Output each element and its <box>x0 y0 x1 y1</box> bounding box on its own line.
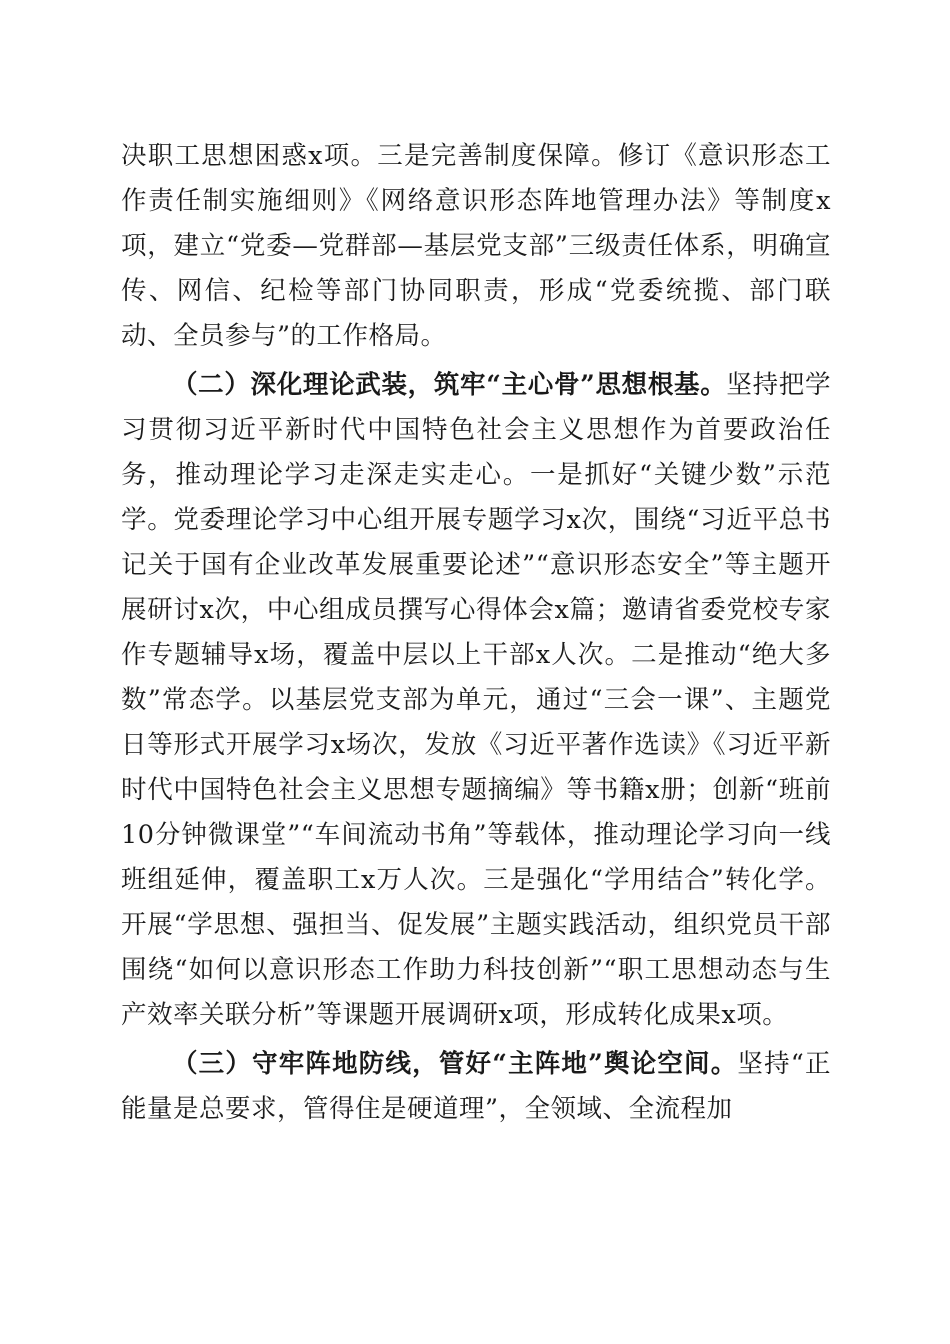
section-2-body: 坚持把学习贯彻习近平新时代中国特色社会主义思想作为首要政治任务，推动理论学习走深走实走心。一是抓好“关键少数”示范学。党委理论学习中心组开展专题学习x次，围绕“习近平总书记关于国有企业改革发展重要论述”“意识形态安全”等主题开展研讨x次，中心组成员撰写心得体会x篇；邀请省委党校专家作专题辅导x场，覆盖中层以上干部x人次。二是推动“绝大多数”常态学。以基层党支部为单元，通过“三会一课”、主题党日等形式开展学习x场次，发放《习近平著作选读》《习近平新时代中国特色社会主义思想专题摘编》等书籍x册；创新“班前10分钟微课堂”“车间流动书角”等载体，推动理论学习向一线班组延伸，覆盖职工x万人次。三是强化“学用结合”转化学。开展“学思想、强担当、促发展”主题实践活动，组织党员干部围绕“如何以意识形态工作助力科技创新”“职工思想动态与生产效率关联分析”等课题开展调研x项，形成转化成果x项。 <box>121 370 831 1030</box>
paragraph-continuation <box>121 134 831 359</box>
section-2-heading: （二）深化理论武装，筑牢“主心骨”思想根基。 <box>172 370 727 400</box>
paragraph-1-body: 决职工思想困惑x项。三是完善制度保障。修订《意识形态工作责任制实施细则》《网络意识形态阵地管理办法》等制度x项，建立“党委—党群部—基层党支部”三级责任体系，明确宣传、网信、纪检等部门协同职责，形成“党委统揽、部门联动、全员参与”的工作格局。 <box>121 141 831 351</box>
section-3-body: 坚持“正能量是总要求，管得住是硬道理”，全领域、全流程加 <box>121 1049 831 1124</box>
section-3-heading: （三）守牢阵地防线，管好“主阵地”舆论空间。 <box>172 1049 738 1079</box>
paragraph-section-3 <box>121 1042 831 1132</box>
document-body <box>121 134 831 1132</box>
paragraph-section-2 <box>121 363 831 1038</box>
